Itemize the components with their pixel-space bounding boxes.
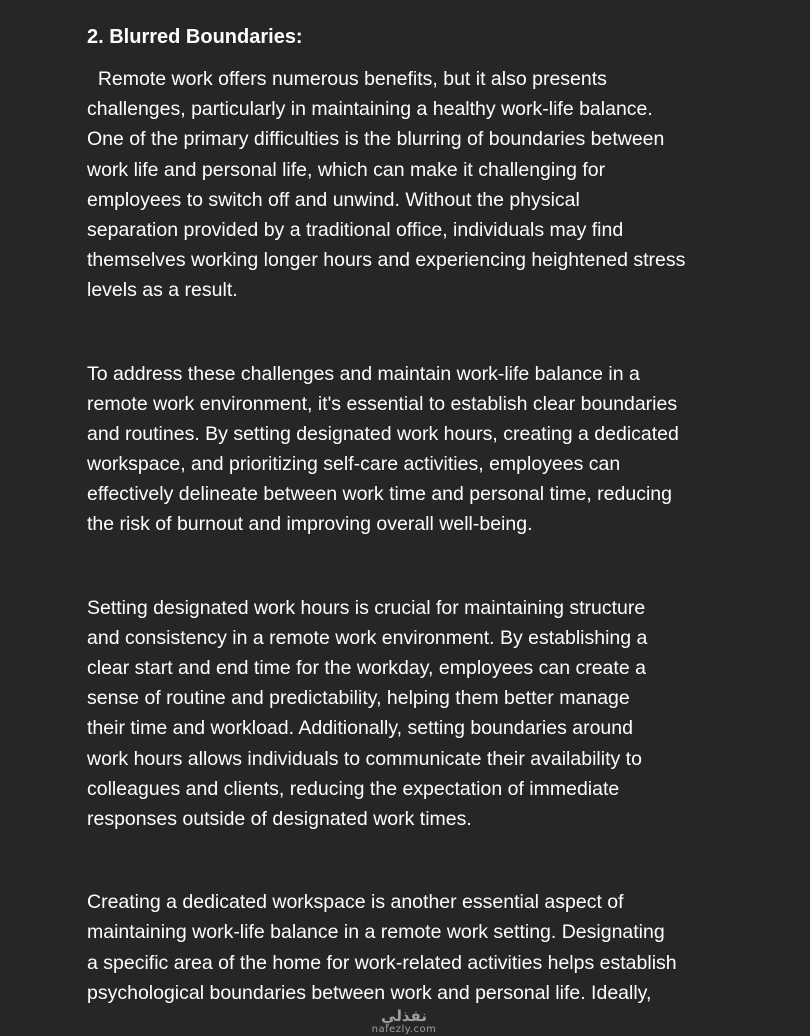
paragraph-line: a specific area of the home for work-related activities helps establish [87, 951, 677, 974]
paragraph-line: work life and personal life, which can make it challenging for [87, 158, 606, 181]
paragraph-line: remote work environment, it's essential to establish clear boundaries [87, 392, 678, 415]
paragraph-line: their time and workload. Additionally, setting boundaries around [87, 717, 633, 740]
paragraph-3 [87, 593, 767, 835]
paragraph-line: To address these challenges and maintain work-life balance in a [87, 362, 640, 385]
document-page [87, 22, 767, 1008]
paragraph-line: clear start and end time for the workday, employees can create a [87, 657, 646, 679]
paragraph-line: challenges, particularly in maintaining a healthy work-life balance. [87, 98, 653, 121]
paragraph-line: the risk of burnout and improving overall well-being. [87, 513, 533, 536]
paragraph-line: responses outside of designated work times. [87, 807, 472, 830]
paragraph-line: work hours allows individuals to communicate their availability to [87, 747, 642, 770]
watermark-logo: نفذلي [381, 1007, 427, 1025]
paragraph-line: Setting designated work hours is crucial for maintaining structure [87, 596, 646, 619]
paragraph-4 [87, 887, 767, 1008]
paragraph-line: One of the primary difficulties is the blurring of boundaries between [87, 128, 665, 151]
paragraph-line: sense of routine and predictability, helping them better manage [87, 687, 630, 710]
section-heading: 2. Blurred Boundaries: [87, 26, 303, 48]
paragraph-line: themselves working longer hours and experiencing heightened stress [87, 249, 686, 272]
paragraph-spacer [87, 540, 767, 593]
paragraph-line: effectively delineate between work time and personal time, reducing [87, 483, 672, 506]
paragraph-spacer [87, 834, 767, 887]
paragraph-line: colleagues and clients, reducing the expectation of immediate [87, 777, 620, 800]
paragraph-line: psychological boundaries between work and personal life. Ideally, [87, 981, 652, 1004]
paragraph-line: employees to switch off and unwind. Without the physical [87, 188, 580, 211]
watermark-text: nafezly.com [371, 1024, 437, 1035]
paragraph-2 [87, 359, 767, 540]
paragraph-line: levels as a result. [87, 279, 238, 302]
nafezly-watermark [352, 1008, 456, 1036]
paragraph-line: separation provided by a traditional office, individuals may find [87, 218, 624, 241]
paragraph-line: and routines. By setting designated work hours, creating a dedicated [87, 422, 679, 445]
paragraph-line: and consistency in a remote work environment. By establishing a [87, 626, 648, 649]
paragraph-line: maintaining work-life balance in a remote work setting. Designating [87, 921, 665, 944]
paragraph-line: Creating a dedicated workspace is another essential aspect of [87, 891, 624, 914]
paragraph-1 [87, 64, 767, 306]
paragraph-line: Remote work offers numerous benefits, but it also presents [87, 68, 607, 90]
paragraph-line: workspace, and prioritizing self-care activities, employees can [87, 453, 621, 476]
paragraph-spacer [87, 306, 767, 359]
